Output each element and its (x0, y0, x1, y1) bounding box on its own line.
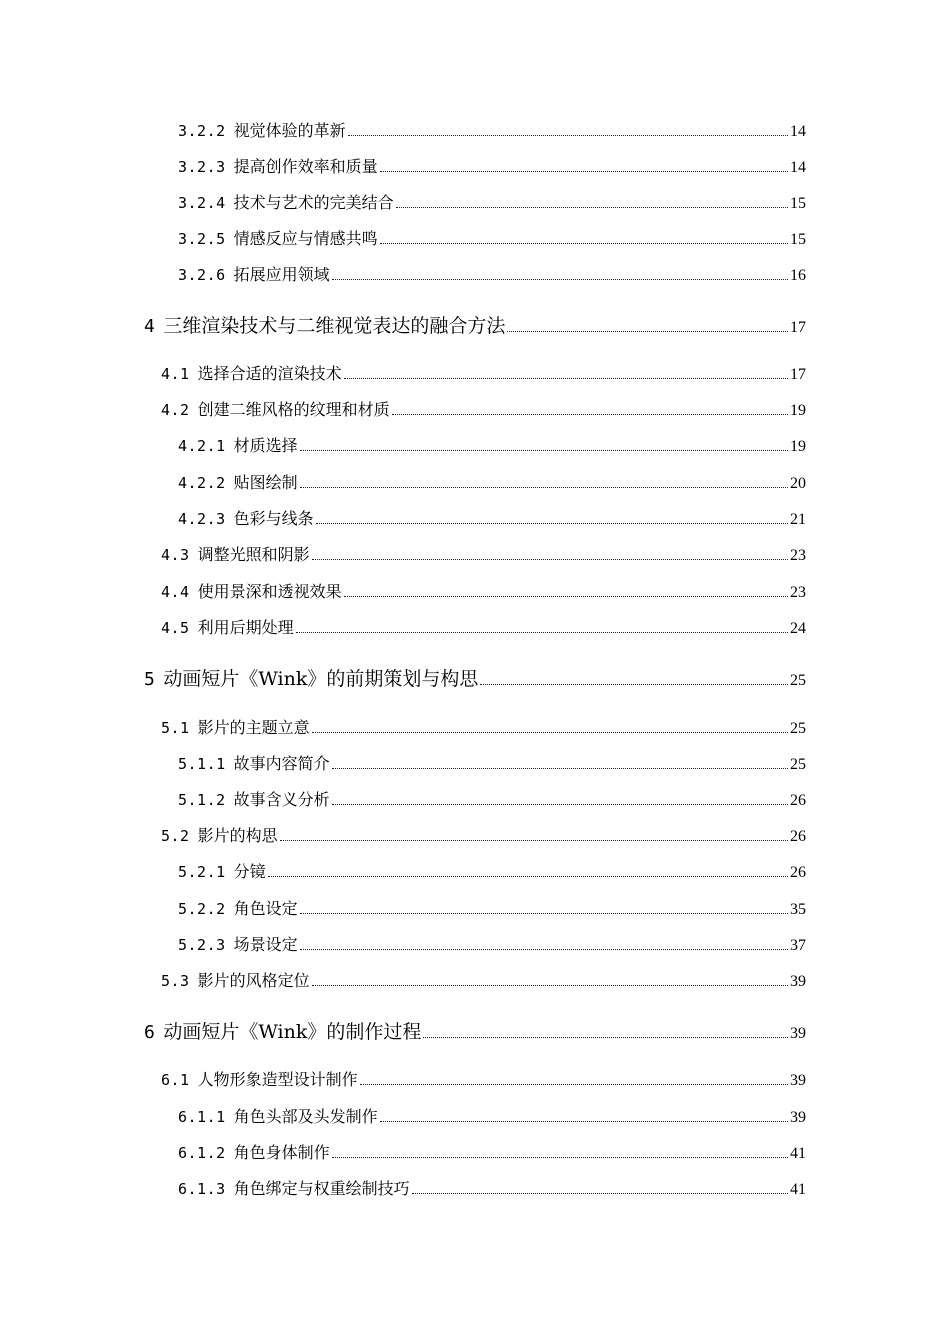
toc-entry-number: 4.3 (161, 546, 190, 564)
toc-entry-title: 色彩与线条 (233, 509, 314, 528)
toc-dot-leader (412, 1193, 788, 1194)
toc-dot-leader (392, 414, 788, 415)
toc-entry-title: 拓展应用领域 (233, 265, 330, 284)
toc-entry-number: 5.2 (161, 827, 190, 845)
toc-dot-leader (348, 135, 788, 136)
toc-entry-number: 6.1.2 (178, 1144, 226, 1162)
toc-entry-page-number: 35 (790, 901, 806, 918)
toc-entry-number: 5.1 (161, 719, 190, 737)
toc-entry-page-number: 26 (790, 792, 806, 809)
toc-entry-page-number: 39 (790, 1025, 806, 1042)
toc-dot-leader (507, 331, 788, 332)
toc-entry-page-number: 23 (790, 584, 806, 601)
toc-entry-page-number: 41 (790, 1145, 806, 1162)
toc-entry[interactable] (178, 1140, 806, 1163)
toc-entry-title: 贴图绘制 (233, 473, 298, 492)
toc-entry-page-number: 39 (790, 1109, 806, 1126)
toc-entry-number: 4.2.1 (178, 437, 226, 455)
toc-dot-leader (360, 1084, 788, 1085)
toc-entry-page-number: 14 (790, 159, 806, 176)
toc-entry-page-number: 17 (790, 366, 806, 383)
toc-dot-leader (300, 487, 788, 488)
toc-entry[interactable] (178, 154, 806, 177)
toc-entry-page-number: 17 (790, 319, 806, 336)
toc-entry[interactable] (161, 823, 806, 846)
toc-entry-number: 4.5 (161, 619, 190, 637)
toc-entry-page-number: 25 (790, 672, 806, 689)
toc-dot-leader (332, 768, 788, 769)
toc-entry-page-number: 24 (790, 620, 806, 637)
toc-entry-title: 场景设定 (233, 935, 298, 954)
toc-entry-title: 影片的风格定位 (197, 971, 310, 990)
toc-entry-title: 影片的主题立意 (197, 718, 310, 737)
toc-entry[interactable] (178, 751, 806, 774)
toc-entry-number: 4.1 (161, 365, 190, 383)
toc-entry-number: 4.2.2 (178, 474, 226, 492)
toc-entry-title: 材质选择 (233, 436, 298, 455)
toc-entry-page-number: 15 (790, 195, 806, 212)
toc-entry-page-number: 23 (790, 547, 806, 564)
toc-entry[interactable] (178, 433, 806, 456)
toc-entry-title: 角色绑定与权重绘制技巧 (233, 1179, 410, 1198)
toc-dot-leader (312, 985, 788, 986)
toc-entry[interactable] (161, 397, 806, 420)
toc-entry[interactable] (161, 1067, 806, 1090)
toc-entry-number: 3.2.4 (178, 194, 226, 212)
toc-entry-title: 角色设定 (233, 899, 298, 918)
toc-entry-title: 分镜 (233, 862, 266, 881)
toc-entry-page-number: 19 (790, 438, 806, 455)
toc-dot-leader (268, 876, 788, 877)
toc-entry[interactable] (161, 715, 806, 738)
toc-entry[interactable] (178, 226, 806, 249)
toc-entry-number: 5 (144, 669, 156, 690)
toc-entry[interactable] (178, 262, 806, 285)
toc-dot-leader (332, 279, 788, 280)
toc-dot-leader (344, 378, 788, 379)
toc-entry[interactable] (178, 118, 806, 141)
toc-dot-leader (296, 632, 788, 633)
toc-dot-leader (316, 523, 788, 524)
toc-dot-leader (344, 596, 788, 597)
toc-entry[interactable] (144, 1017, 806, 1044)
toc-entry-title: 三维渲染技术与二维视觉表达的融合方法 (163, 315, 506, 337)
toc-entry-title: 动画短片《Wink》的前期策划与构思 (163, 668, 479, 690)
toc-entry[interactable] (144, 311, 806, 338)
toc-dot-leader (312, 559, 788, 560)
toc-entry[interactable] (161, 968, 806, 991)
toc-entry-page-number: 26 (790, 828, 806, 845)
toc-entry-number: 5.2.1 (178, 863, 226, 881)
toc-entry-number: 5.1.2 (178, 791, 226, 809)
toc-dot-leader (380, 171, 788, 172)
toc-entry-page-number: 19 (790, 402, 806, 419)
toc-entry-page-number: 37 (790, 937, 806, 954)
toc-entry[interactable] (178, 1104, 806, 1127)
toc-entry-title: 使用景深和透视效果 (197, 582, 342, 601)
toc-dot-leader (480, 684, 788, 685)
toc-dot-leader (300, 450, 788, 451)
toc-entry-number: 3.2.6 (178, 266, 226, 284)
toc-entry-title: 动画短片《Wink》的制作过程 (163, 1021, 422, 1043)
toc-entry-title: 视觉体验的革新 (233, 121, 346, 140)
toc-entry[interactable] (178, 787, 806, 810)
toc-dot-leader (280, 840, 788, 841)
toc-entry-page-number: 25 (790, 756, 806, 773)
toc-entry-title: 故事内容简介 (233, 754, 330, 773)
toc-entry-title: 角色头部及头发制作 (233, 1107, 378, 1126)
toc-entry-number: 5.2.3 (178, 936, 226, 954)
toc-entry-title: 角色身体制作 (233, 1143, 330, 1162)
toc-entry[interactable] (178, 1176, 806, 1199)
toc-dot-leader (423, 1037, 788, 1038)
toc-entry-number: 5.2.2 (178, 900, 226, 918)
toc-entry-page-number: 15 (790, 231, 806, 248)
toc-entry-number: 3.2.5 (178, 230, 226, 248)
toc-entry-page-number: 20 (790, 475, 806, 492)
toc-entry-title: 技术与艺术的完美结合 (233, 193, 394, 212)
toc-entry-title: 人物形象造型设计制作 (197, 1070, 358, 1089)
toc-entry-page-number: 39 (790, 1072, 806, 1089)
toc-entry-number: 4.2.3 (178, 510, 226, 528)
toc-entry-page-number: 41 (790, 1181, 806, 1198)
toc-entry[interactable] (161, 542, 806, 565)
toc-entry-number: 6.1.3 (178, 1180, 226, 1198)
toc-entry[interactable] (178, 470, 806, 493)
toc-entry-page-number: 16 (790, 267, 806, 284)
toc-entry-page-number: 26 (790, 864, 806, 881)
toc-entry-title: 利用后期处理 (197, 618, 294, 637)
toc-entry-title: 选择合适的渲染技术 (197, 364, 342, 383)
toc-entry[interactable] (161, 579, 806, 602)
toc-dot-leader (312, 732, 788, 733)
toc-entry[interactable] (178, 896, 806, 919)
toc-entry[interactable] (178, 190, 806, 213)
toc-entry-page-number: 39 (790, 973, 806, 990)
toc-dot-leader (380, 243, 788, 244)
toc-entry-number: 3.2.3 (178, 158, 226, 176)
toc-entry-number: 6.1 (161, 1071, 190, 1089)
toc-entry-page-number: 21 (790, 511, 806, 528)
toc-entry-number: 6.1.1 (178, 1108, 226, 1126)
toc-entry-title: 提高创作效率和质量 (233, 157, 378, 176)
toc-dot-leader (300, 913, 788, 914)
toc-entry-number: 3.2.2 (178, 122, 226, 140)
toc-entry-title: 创建二维风格的纹理和材质 (197, 400, 390, 419)
toc-entry[interactable] (161, 615, 806, 638)
toc-dot-leader (396, 207, 788, 208)
toc-entry[interactable] (178, 859, 806, 882)
toc-entry-number: 4.4 (161, 583, 190, 601)
toc-entry-title: 调整光照和阴影 (197, 545, 310, 564)
toc-entry-number: 5.3 (161, 972, 190, 990)
toc-entry-page-number: 25 (790, 720, 806, 737)
toc-entry-number: 5.1.1 (178, 755, 226, 773)
toc-entry-page-number: 14 (790, 123, 806, 140)
toc-dot-leader (332, 804, 788, 805)
toc-entry-number: 4.2 (161, 401, 190, 419)
toc-entry[interactable] (144, 664, 806, 691)
toc-dot-leader (332, 1157, 788, 1158)
toc-entry-title: 影片的构思 (197, 826, 278, 845)
toc-entry[interactable] (161, 361, 806, 384)
toc-entry[interactable] (178, 506, 806, 529)
toc-dot-leader (380, 1121, 788, 1122)
toc-entry-title: 故事含义分析 (233, 790, 330, 809)
toc-dot-leader (300, 949, 788, 950)
toc-entry[interactable] (178, 932, 806, 955)
toc-entry-title: 情感反应与情感共鸣 (233, 229, 378, 248)
toc-entry-number: 6 (144, 1022, 156, 1043)
toc-entry-number: 4 (144, 316, 156, 337)
